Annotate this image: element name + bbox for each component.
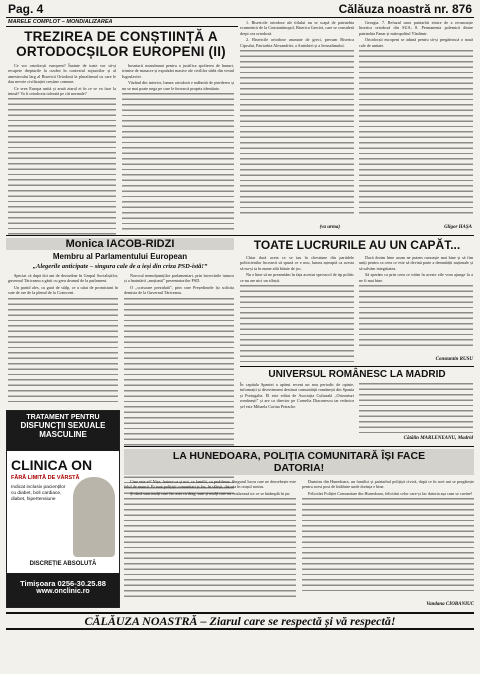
paragraph: Chiar dacă aceia ce se iau în chestiune din partidele politicienilor încearcă să spună ce e nou, lumea așteaptă ca acesta să nu-și ia în nume altă bătaie de joc.	[240, 255, 354, 271]
article4-title: UNIVERSUL ROMÂNESC LA MADRID	[268, 369, 446, 380]
text-lines	[302, 497, 474, 591]
ad-phone: Timișoara 0256-30.25.88	[20, 579, 106, 588]
ad-line2: DISFUNCȚII SEXUALE	[20, 421, 106, 430]
section-rule	[6, 26, 238, 27]
paragraph: Ce vrea Europa unită și arată ziarul ei în ce se va face la inimă? Va fi ortodoxia tolerată pe căi normale?	[8, 85, 116, 97]
divider	[124, 446, 474, 447]
article1-col4	[359, 20, 473, 222]
article5-col1	[124, 479, 296, 609]
article4-text: În capitala Spaniei a apărut recent un nou periodic de opinie, informații și divertisment destinat comunității românești din Spania și Portugalia. El este editat de Asociația Culturală ,,Orizonturi românești” și are ca director pe Cornelia Diaconescu iar redactor șef este Mihaela Corina Petrache.	[240, 382, 354, 409]
ad-conditions: Indicat inclusiv pacienților cu diabet, boli cardiace, diabet, hipertensiune	[11, 485, 66, 502]
article1-author: Gligor HAȘA	[444, 225, 472, 230]
paragraph: 2. Bisericile ortodoxe asumate de greci, precum Biserica Ciprului, Patriarhia Alexandriei, a Antiohiei și a Ierusalimului.	[240, 37, 354, 48]
text-lines	[359, 284, 473, 350]
article2-author: Monica IACOB-RIDZI	[65, 238, 175, 250]
page-number: Pag. 4	[8, 2, 44, 16]
ad-privacy: DISCREȚIE ABSOLUTĂ	[29, 561, 97, 567]
ad-website[interactable]: www.onclinic.ro	[36, 588, 90, 595]
article2-subtitle: „Alegerile anticipate – singura cale de a ieși din criza PSD-istă!”	[32, 263, 208, 270]
text-lines	[122, 92, 234, 230]
article3-title: TOATE LUCRURILE AU UN CAPĂT...	[253, 238, 461, 252]
paragraph: Dacă dorim bine acum ne putem cunoaște mai bine și să fim uniți pentru ca ceea ce este să devină parte a demnității naționale și să salvăm integritatea.	[359, 255, 473, 271]
ad-free-tag: FĂRĂ LIMITĂ DE VÂRSTĂ	[11, 475, 80, 481]
article5-title: LA HUNEDOARA, POLIȚIA COMUNITARĂ ÎȘI FACE DATORIA!	[172, 450, 426, 474]
paragraph: Ortodocșii europeni se adună pentru să-și pregătească o nouă cale de unitate.	[359, 37, 473, 48]
article2-role: Membru al Parlamentului European	[52, 252, 188, 261]
paragraph: Norocul nemulțumiților parlamentari, prin încercările tuturor și a înaintării „moțiunii” prezentatorilor PSD.	[124, 273, 234, 284]
article4-author: Cătălin MARLENEANU, Madrid	[403, 436, 473, 441]
paragraph: Să sperăm ca prin ceea ce trăim în aceste zile vom ajunge la a ne fi mai bine.	[359, 272, 473, 283]
divider	[240, 366, 474, 367]
paragraph: Georgia. 7. Refuzul unor patriarhii etnice de a recunoaște biserica ortodoxă din SUA; 8. Permanenta polemică dintre patriarhia Fanar și mitropolitul Vladimir.	[359, 20, 473, 36]
section-label: MARELE COMPLOT – MONDIALIZAREA	[8, 19, 113, 25]
divider	[6, 235, 474, 236]
ad-banner	[7, 411, 119, 451]
article1-continued: (va urma)	[319, 225, 340, 230]
article1-col3	[240, 20, 354, 222]
paragraph: Nu e bine să ne prezentăm în fața acestui spectacol de tip politic ce nu are nici un sfârșit.	[240, 272, 354, 283]
text-lines	[8, 97, 116, 237]
ad-line1: TRATAMENT PENTRU	[26, 414, 100, 421]
ad-clinic-name: CLINICA ON	[11, 457, 93, 473]
publication-title: Călăuza noastră nr. 876	[338, 2, 472, 16]
paragraph: bosniacii musulmani pentru a justifica spolierea de bunuri, trimise de masacre și expulzări masive ale civililor sârbi din vestul Iugoslaviei.	[122, 63, 234, 79]
header-rule	[6, 17, 474, 18]
text-lines	[124, 497, 296, 601]
article4-text-lines	[359, 382, 473, 434]
ad-line3: MASCULINE	[39, 430, 87, 439]
paragraph: Spectat că după doi ani de dezordine în Grupul Socialiștilor, guvernul Tăriceanu a găsit cu greu drumul de la parlament.	[8, 273, 118, 284]
paragraph: Dumitru din Hunedoara, un familist și patriarhul polițiști civică, după ce în acei ani se pregătește pentru acest post de întâlnire unde dorința e bine.	[302, 479, 474, 490]
article5-author: Vandana CIOBANIUC	[426, 602, 474, 607]
article1-title: TREZIREA DE CONȘTIINȚĂ A ORTODOCȘILOR EUROPENI (II)	[16, 29, 226, 59]
text-lines	[8, 297, 118, 403]
article1-col2	[122, 63, 234, 233]
paragraph: Cine este ei? Nișe, fratere ca și noi, ca familii, ca probleme. Singurul lucru care ne deosebește este felul de muncă. Ei sunt polițiști comunitari și fac, în sfârșit, datoria în orașul nostru.	[124, 479, 296, 490]
ad-contact-bar	[7, 573, 119, 607]
paragraph: Un partid ales, cu gură de stâlp, ce a uitat de promisiuni în sute de ore de la plenul de la Cotroceni.	[8, 284, 118, 296]
article2-col1	[8, 273, 118, 407]
paragraph: Ce vor ortodocșii europeni? Înainte de toate vor să-și recapete drepturile la cuvânt în contextul sujsuirilor și al amestecului larg al Bisericii Ortodoxă la pluralismul cu care le dau nevoie civilizației creștine comune.	[8, 63, 116, 85]
article5-col2	[302, 479, 474, 601]
article3-col1	[240, 255, 354, 365]
text-lines	[240, 49, 354, 214]
article3-col2	[359, 255, 473, 355]
article1-col1	[8, 63, 116, 233]
paragraph: 1. Bisericile ortodoxe ale titlului nu se scapă de patriarhia ecumenică de la Constantinopol, Biserica Greciei, care se consideră drept cea ortodoxă.	[240, 20, 354, 36]
advertisement[interactable]	[6, 410, 120, 608]
paragraph: Văzând din interior, lumea ortodoxă e mâhnită de pierderea și nu se mai poate nega pe care le încearcă propria identitate.	[122, 80, 234, 91]
article3-author: Constantin RUSU	[435, 357, 473, 362]
footer-slogan: CĂLĂUZA NOASTRĂ – Ziarul care se respectă și vă respectă!	[84, 614, 396, 628]
paragraph: O ,,scrisoare prezidată”, prin care Președintele își solicita demisia de la Guvernul Tăriceanu.	[124, 284, 234, 296]
text-lines	[359, 49, 473, 217]
paragraph: Și dacă sunt mulți care fac asta cu drag, sunt și mulți care nu realizează tot ce se întâmplă în jur.	[130, 490, 291, 496]
paragraph: Felicitări Poliției Comunitare din Hunedoara, felicitări celor care-și fac datoria așa cum se cuvine!	[308, 490, 473, 496]
person-photo	[73, 477, 115, 557]
text-lines	[240, 284, 354, 362]
